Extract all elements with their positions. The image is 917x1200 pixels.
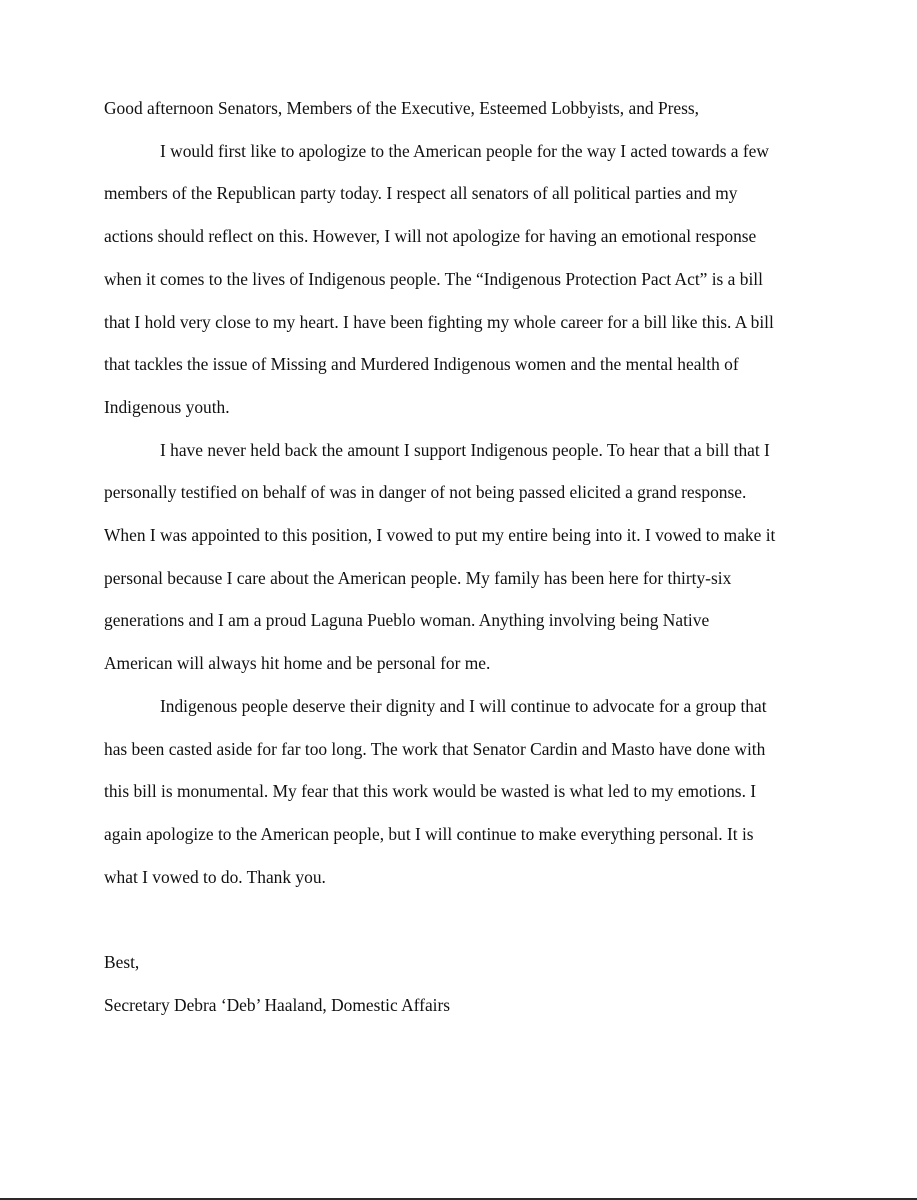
paragraph-3 [104,685,820,899]
paragraph-2 [104,429,820,685]
paragraph-line: generations and I am a proud Laguna Pueblo woman. Anything involving being Native [104,610,710,631]
paragraph-line: when it comes to the lives of Indigenous people. The “Indigenous Protection Pact Act” is a bill [104,268,763,289]
blank-line [104,898,820,941]
paragraph-line: I have never held back the amount I support Indigenous people. To hear that a bill that I [160,439,770,460]
paragraph-line: Indigenous people deserve their dignity and I will continue to advocate for a group that [160,695,767,716]
closing: Best, [104,952,140,973]
salutation: Good afternoon Senators, Members of the Executive, Esteemed Lobbyists, and Press, [104,98,700,118]
paragraph-1 [104,130,820,429]
paragraph-line: I would first like to apologize to the American people for the way I acted towards a few [160,140,769,161]
signature: Secretary Debra ‘Deb’ Haaland, Domestic Affairs [104,994,451,1015]
letter-body [104,87,820,1026]
paragraph-line: Indigenous youth. [104,396,230,417]
paragraph-line: that I hold very close to my heart. I have been fighting my whole career for a bill like this. A bill [104,311,774,332]
closing-block [104,941,820,1026]
paragraph-line: that tackles the issue of Missing and Murdered Indigenous women and the mental health of [104,354,739,375]
paragraph-line: again apologize to the American people, but I will continue to make everything personal. It is [104,823,754,844]
paragraph-line: American will always hit home and be personal for me. [104,653,491,674]
paragraph-line: personally testified on behalf of was in danger of not being passed elicited a grand response. [104,482,747,503]
paragraph-line: what I vowed to do. Thank you. [104,866,326,887]
paragraph-line: members of the Republican party today. I respect all senators of all political parties and my [104,183,738,204]
paragraph-line: When I was appointed to this position, I vowed to put my entire being into it. I vowed to make it [104,525,776,546]
paragraph-line: actions should reflect on this. However, I will not apologize for having an emotional response [104,226,757,247]
paragraph-line: this bill is monumental. My fear that this work would be wasted is what led to my emotions. I [104,781,757,802]
paragraph-line: has been casted aside for far too long. The work that Senator Cardin and Masto have done with [104,738,766,759]
paragraph-line: personal because I care about the American people. My family has been here for thirty-six [104,567,732,588]
